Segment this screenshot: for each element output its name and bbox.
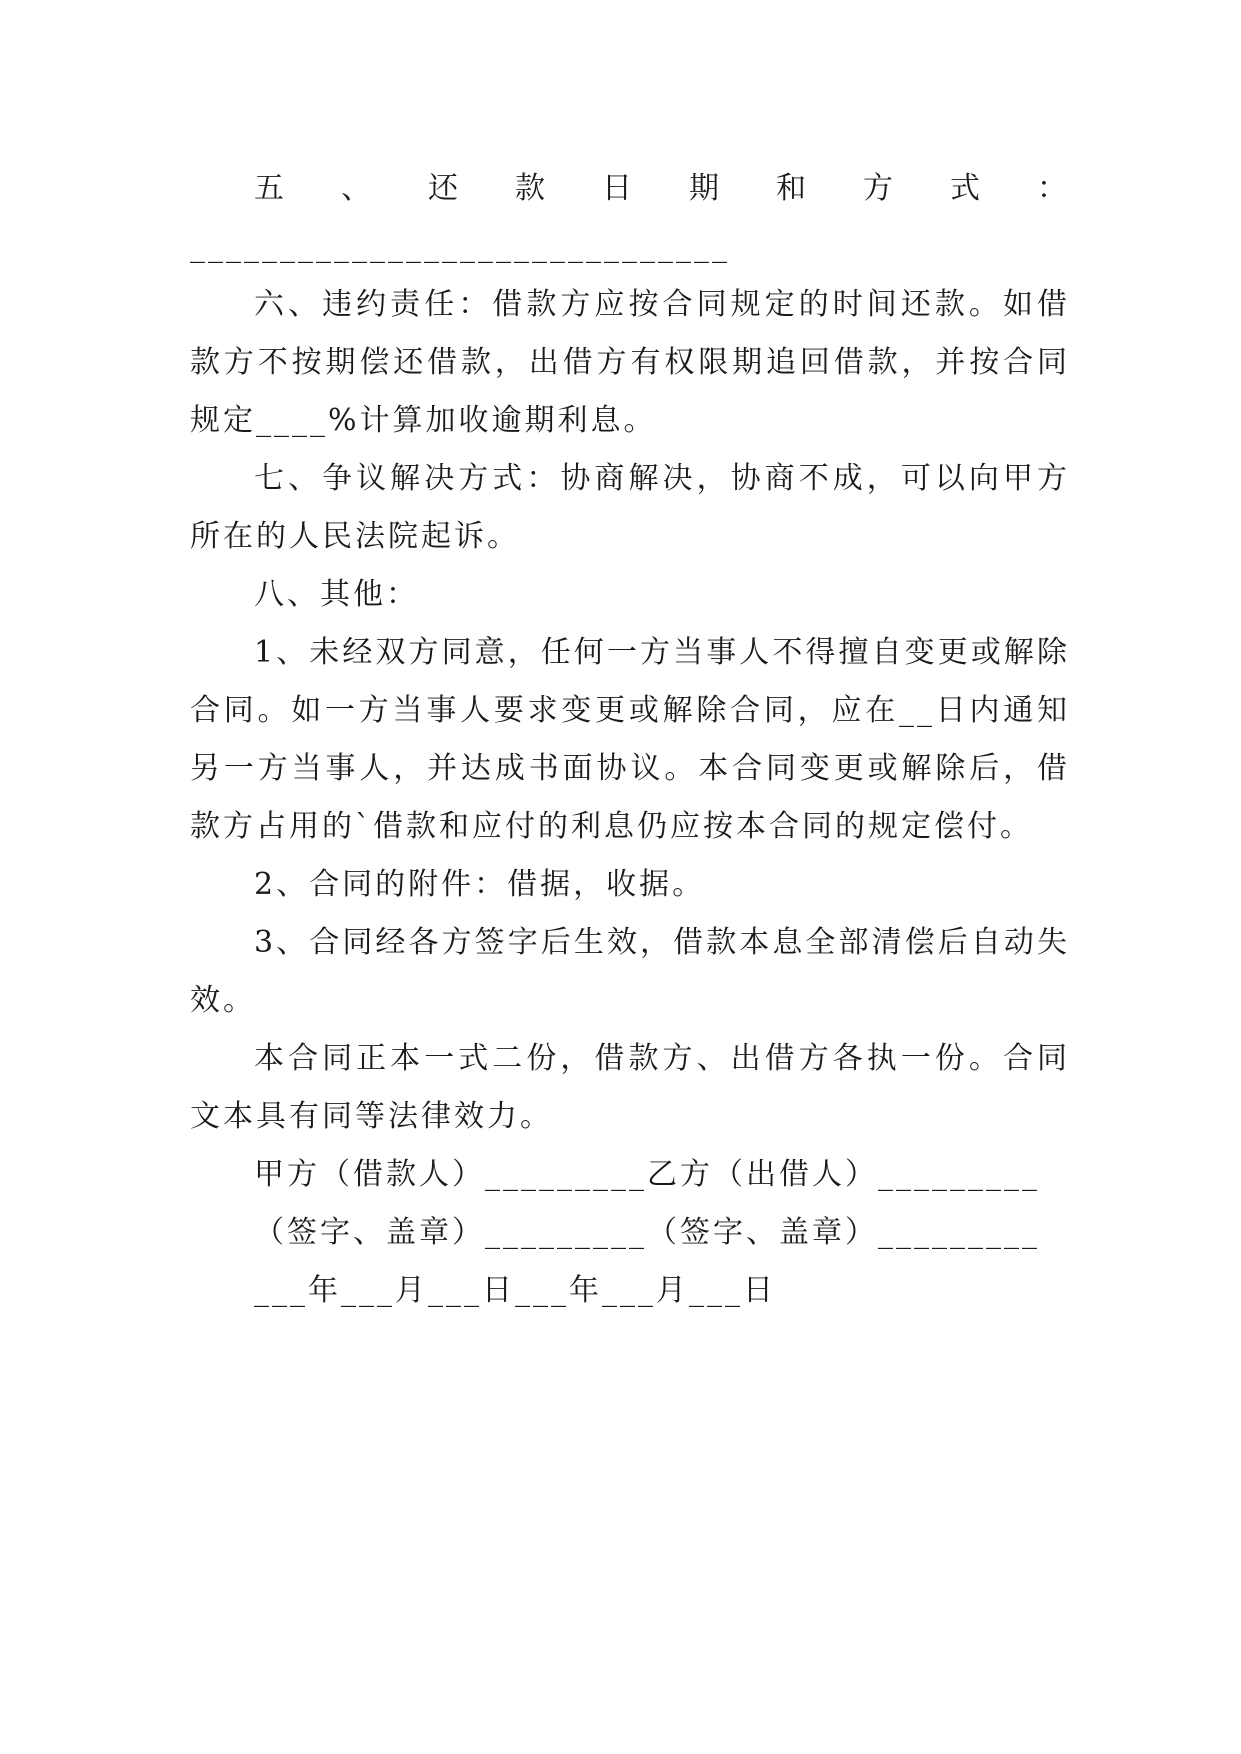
other-item-1: 1、未经双方同意，任何一方当事人不得擅自变更或解除合同。如一方当事人要求变更或解除合同，应在__日内通知另一方当事人，并达成书面协议。本合同变更或解除后，借款方占用的`借款和应付的利息仍应按本合同的规定偿付。 [190, 635, 1070, 844]
signature-dates-line: ___年___月___日___年___月___日 [254, 1273, 776, 1308]
other-item-2: 2、合同的附件：借据，收据。 [254, 867, 706, 902]
section-other-heading: 八、其他： [254, 577, 419, 612]
signature-stamps-line: （签字、盖章）_________（签字、盖章）_________ [254, 1215, 1040, 1250]
signature-parties-line: 甲方（借款人）_________乙方（出借人）_________ [254, 1157, 1040, 1192]
section-breach-liability: 六、违约责任：借款方应按合同规定的时间还款。如借款方不按期偿还借款，出借方有权限期追回借款，并按合同规定____%计算加收逾期利息。 [190, 287, 1070, 438]
section-dispute-resolution: 七、争议解决方式：协商解决，协商不成，可以向甲方所在的人民法院起诉。 [190, 461, 1070, 554]
copies-clause: 本合同正本一式二份，借款方、出借方各执一份。合同文本具有同等法律效力。 [190, 1041, 1070, 1134]
section-repayment-terms: 五、还款日期和方式：______________________________ [190, 171, 1070, 264]
contract-body [190, 160, 1070, 1320]
other-item-3: 3、合同经各方签字后生效，借款本息全部清偿后自动失效。 [190, 925, 1070, 1018]
